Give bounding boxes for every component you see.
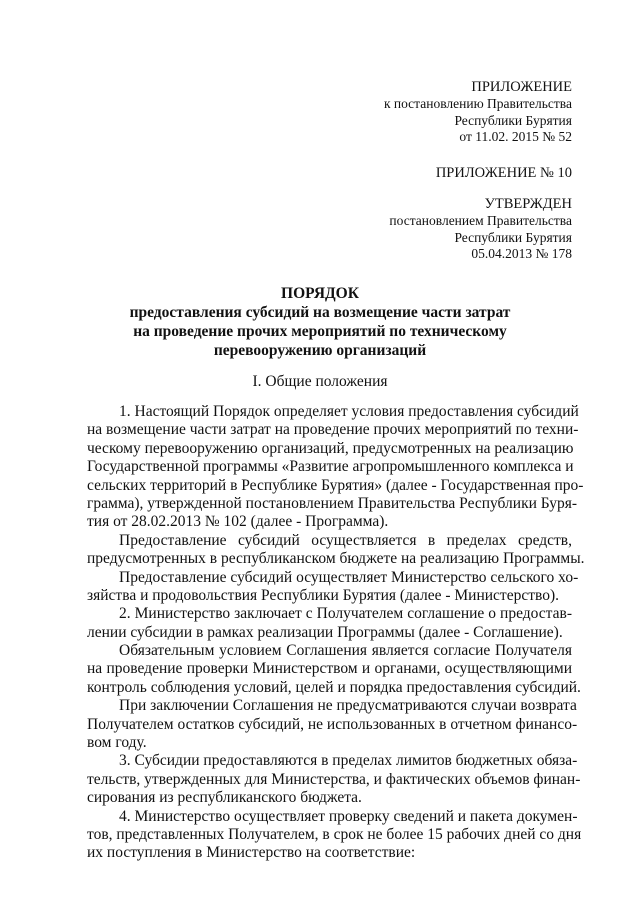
body-line: тов, представленных Получателем, в срок не более 15 рабочих дней со дня (87, 825, 582, 843)
appendix-line: к постановлению Правительства (383, 96, 572, 111)
approved-line: постановлением Правительства (389, 213, 572, 228)
body-line: их поступления в Министерство на соответствие: (87, 844, 416, 862)
section-heading: I. Общие положения (252, 373, 388, 390)
body-line: предусмотренных в республиканском бюджете на реализацию Программы. (87, 550, 585, 568)
approved-line: Республики Бурятия (454, 229, 572, 245)
body-line: грамма), утвержденной постановлением Правительства Республики Буря- (87, 494, 578, 512)
document-title (0, 284, 640, 360)
body-line: Получателем остатков субсидий, не использованных в отчетном финансо- (87, 715, 578, 733)
body-line: контроль соблюдения условий, целей и порядка предоставления субсидий. (87, 678, 581, 696)
body-line: сельских территорий в Республике Бурятия» (далее - Государственная про- (87, 476, 584, 494)
body-line: тия от 28.02.2013 № 102 (далее - Программа). (87, 513, 389, 531)
body-line: 3. Субсидии предоставляются в пределах лимитов бюджетных обяза- (119, 752, 578, 770)
body-line: лении субсидии в рамках реализации Программы (далее - Соглашение). (87, 623, 563, 641)
body-line: При заключении Соглашения не предусматриваются случаи возврата (119, 697, 577, 715)
appendix-line: от 11.02. 2015 № 52 (459, 129, 572, 144)
appendix10-title: ПРИЛОЖЕНИЕ № 10 (435, 165, 572, 181)
title-line: перевооружению организаций (213, 342, 427, 359)
appendix10-block (436, 164, 572, 182)
title-line: на проведение прочих мероприятий по техническому (133, 323, 507, 340)
appendix-line: Республики Бурятия (454, 112, 572, 128)
body-line: Предоставление субсидий осуществляет Министерство сельского хо- (119, 568, 579, 586)
approved-line: 05.04.2013 № 178 (471, 246, 572, 261)
approved-title: УТВЕРЖДЕН (484, 196, 572, 212)
body-line: 1. Настоящий Порядок определяет условия предоставления субсидий (119, 403, 579, 420)
appendix-block (384, 78, 572, 146)
body-line: ческому перевооружению организаций, предусмотренных на реализацию (87, 439, 574, 457)
body-line: Государственной программы «Развитие агропромышленного комплекса и (87, 458, 574, 476)
document-body (87, 403, 585, 863)
body-line: тельств, утвержденных для Министерства, и фактических объемов финан- (87, 770, 581, 788)
appendix-title: ПРИЛОЖЕНИЕ (471, 79, 572, 95)
body-line: на возмещение части затрат на проведение прочих мероприятий по техни- (87, 421, 579, 439)
body-line: Предоставление субсидий осуществляется в пределах средств, (119, 531, 572, 549)
title-main: ПОРЯДОК (281, 285, 359, 302)
body-line: 2. Министерство заключает с Получателем соглашение о предостав- (119, 605, 572, 623)
body-line: зяйства и продовольствия Республики Бурятия (далее - Министерство). (87, 586, 559, 604)
body-line: Обязательным условием Соглашения является согласие Получателя (119, 642, 572, 660)
approved-block (389, 195, 572, 263)
body-line: на проведение проверки Министерством и органами, осуществляющими (87, 660, 572, 678)
body-line: вом году. (87, 734, 147, 752)
body-line: сирования из республиканского бюджета. (87, 789, 362, 807)
body-line: 4. Министерство осуществляет проверку сведений и пакета докумен- (119, 807, 578, 825)
title-line: предоставления субсидий на возмещение части затрат (129, 304, 511, 321)
